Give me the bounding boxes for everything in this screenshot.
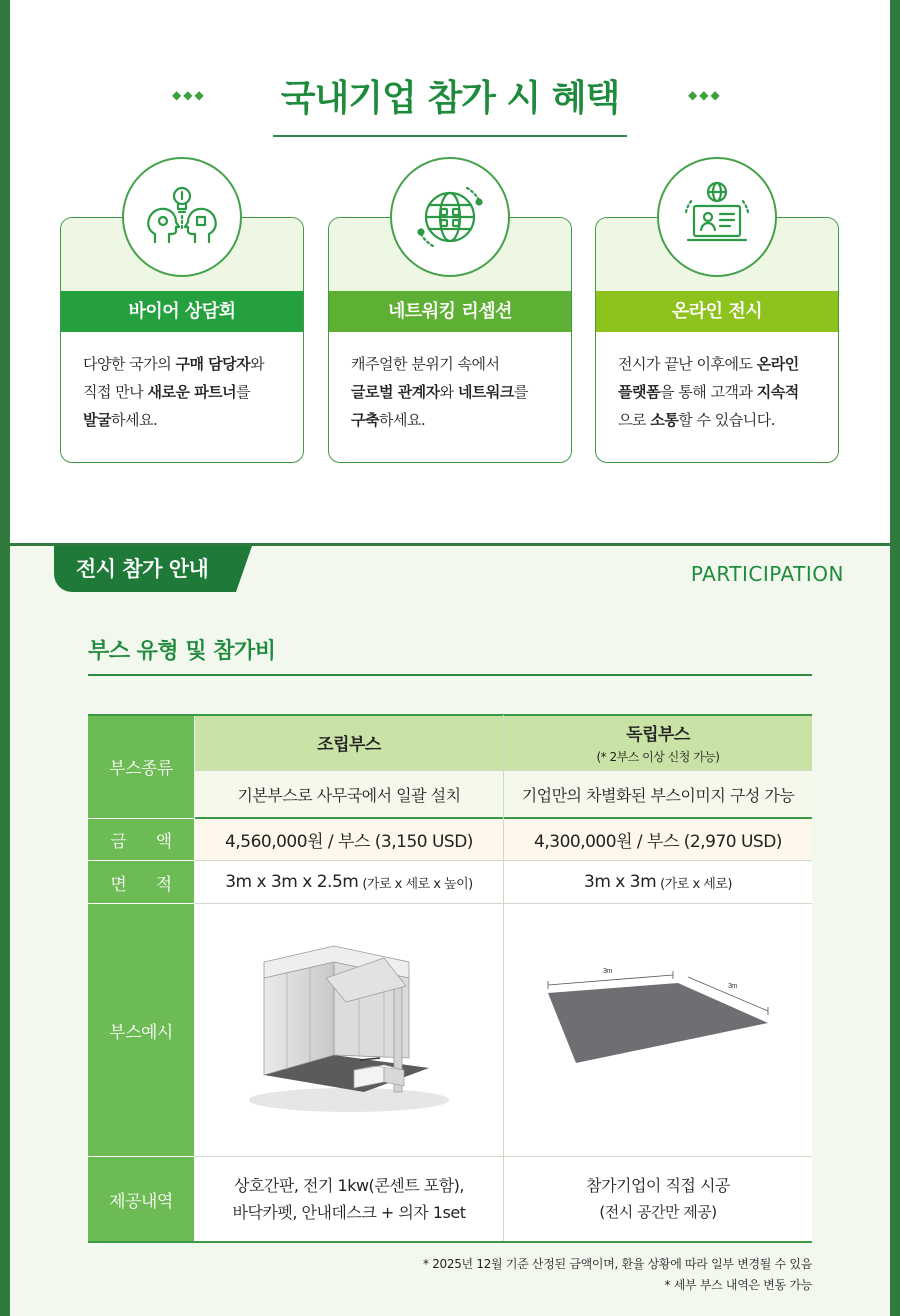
assembled-booth-provided: 상호간판, 전기 1kw(콘센트 포함), 바닥카펫, 안내데스크 + 의자 1set (195, 1157, 503, 1241)
title-ornament-left: ◆◆◆ (172, 88, 206, 102)
independent-booth-image (504, 904, 812, 1156)
row-header-price: 금 액 (88, 819, 194, 860)
assembled-booth-area: 3m x 3m x 2.5m (가로 x 세로 x 높이) (195, 861, 503, 903)
col-head-independent-booth: 독립부스 (* 2부스 이상 신청 가능) (504, 715, 812, 770)
assembled-booth-price: 4,560,000원 / 부스 (3,150 USD) (195, 819, 503, 860)
independent-booth-price: 4,300,000원 / 부스 (2,970 USD) (504, 819, 812, 860)
booth-fee-table (88, 715, 812, 1242)
benefit-card-title: 온라인 전시 (596, 291, 838, 332)
assembled-booth-image (195, 904, 503, 1156)
benefit-card-title: 네트워킹 리셉션 (329, 291, 571, 332)
section-english-label: PARTICIPATION (690, 562, 844, 586)
footnote-price: * 2025년 12월 기준 산정된 금액이며, 환율 상황에 따라 일부 변경될 수 있음 (423, 1257, 812, 1271)
assembled-booth-illustration (234, 940, 464, 1120)
benefit-card-text: 전시가 끝난 이후에도 온라인 플랫폼을 통해 고객과 지속적 으로 소통할 수 있습니다. (618, 355, 799, 429)
independent-booth-provided: 참가기업이 직접 시공 (전시 공간만 제공) (504, 1157, 812, 1241)
benefits-section (10, 0, 890, 543)
assembled-booth-desc: 기본부스로 사무국에서 일괄 설치 (195, 771, 503, 818)
benefit-card-title: 바이어 상담회 (61, 291, 303, 332)
booth-fee-title: 부스 유형 및 참가비 (88, 639, 276, 664)
section-tab: 전시 참가 안내 (54, 546, 236, 592)
col-head-note: (* 2부스 이상 신청 가능) (596, 750, 720, 764)
dimension-label-depth: 3m (728, 983, 737, 990)
benefit-card-text: 다양한 국가의 구매 담당자와 직접 만나 새로운 파트너를 발굴하세요. (83, 355, 265, 429)
independent-booth-desc: 기업만의 차별화된 부스이미지 구성 가능 (504, 771, 812, 818)
row-header-area: 면 적 (88, 861, 194, 903)
online-exhibition-icon (657, 157, 777, 277)
footnote-details: * 세부 부스 내역은 변동 가능 (664, 1278, 812, 1292)
global-network-icon (390, 157, 510, 277)
col-head-assembled-booth: 조립부스 (195, 715, 503, 770)
dimension-label-width: 3m (603, 968, 612, 975)
independent-booth-area: 3m x 3m (가로 x 세로) (504, 861, 812, 903)
consultation-icon (122, 157, 242, 277)
title-ornament-right: ◆◆◆ (688, 88, 722, 102)
benefits-title: 국내기업 참가 시 혜택 (273, 70, 628, 137)
row-header-example: 부스예시 (88, 904, 194, 1156)
row-header-provided: 제공내역 (88, 1157, 194, 1241)
participation-section (10, 546, 890, 1316)
row-header-type: 부스종류 (88, 715, 194, 818)
benefit-card-text: 캐주얼한 분위기 속에서 글로벌 관계자와 네트워크를 구축하세요. (351, 355, 528, 429)
independent-booth-floor-illustration (538, 955, 778, 1105)
